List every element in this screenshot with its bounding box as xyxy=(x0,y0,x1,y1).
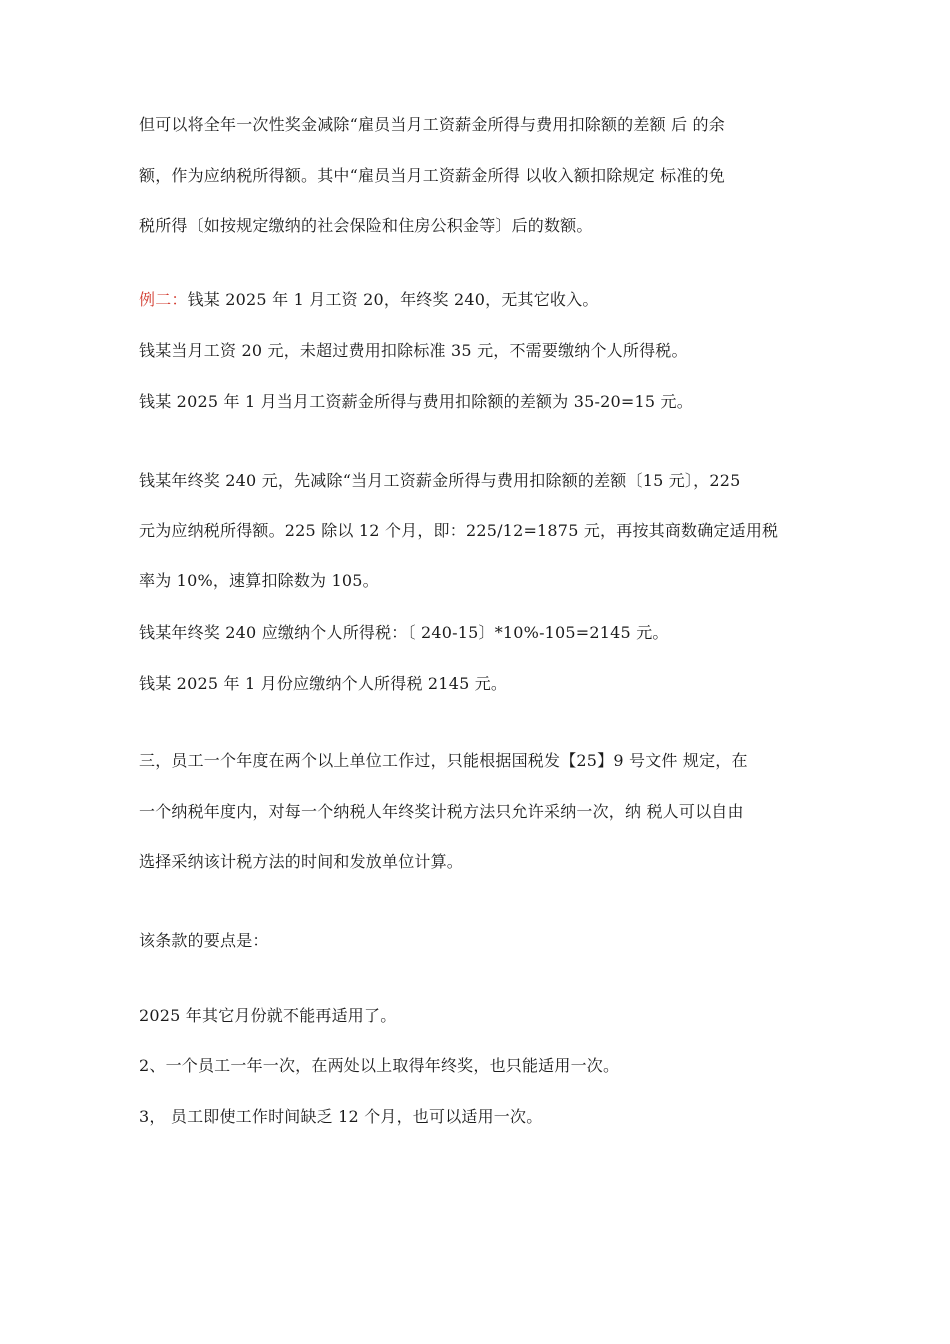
keypoints-heading: 该条款的要点是： xyxy=(139,931,269,950)
paragraph-1-line-2: 额，作为应纳税所得额。其中“雇员当月工资薪金所得 以收入额扣除规定 标准的免 xyxy=(139,166,725,185)
example-2-line-3: 钱某 2025 年 1 月当月工资薪金所得与费用扣除额的差额为 35-20=15 元。 xyxy=(139,392,693,411)
paragraph-1-line-1: 但可以将全年一次性奖金减除“雇员当月工资薪金所得与费用扣除额的差额 后 的余 xyxy=(139,115,725,134)
section-3-line-1: 三，员工一个年度在两个以上单位工作过，只能根据国税发【25】9 号文件 规定，在 xyxy=(139,751,748,770)
keypoint-item-1: 2025 年其它月份就不能再适用了。 xyxy=(139,1006,397,1025)
example-2-line-1 xyxy=(139,289,829,311)
paragraph-2-line-5: 钱某 2025 年 1 月份应缴纳个人所得税 2145 元。 xyxy=(139,674,508,693)
paragraph-2-line-3: 率为 10%，速算扣除数为 105。 xyxy=(139,571,379,590)
paragraph-2-line-2: 元为应纳税所得额。225 除以 12 个月，即：225/12=1875 元，再按其商数确定适用税 xyxy=(139,521,779,540)
example-2-line-2: 钱某当月工资 20 元，未超过费用扣除标准 35 元，不需要缴纳个人所得税。 xyxy=(139,341,688,360)
paragraph-1-line-3: 税所得〔如按规定缴纳的社会保险和住房公积金等〕后的数额。 xyxy=(139,216,593,235)
section-3-line-3: 选择采纳该计税方法的时间和发放单位计算。 xyxy=(139,852,464,871)
paragraph-2-line-4: 钱某年终奖 240 应缴纳个人所得税：〔 240-15〕*10%-105=2145 元。 xyxy=(139,623,669,642)
section-3-line-2: 一个纳税年度内，对每一个纳税人年终奖计税方法只允许采纳一次，纳 税人可以自由 xyxy=(139,802,744,821)
paragraph-2-line-1: 钱某年终奖 240 元，先减除“当月工资薪金所得与费用扣除额的差额〔15 元〕，225 xyxy=(139,471,741,490)
keypoint-item-3: 3， 员工即使工作时间缺乏 12 个月，也可以适用一次。 xyxy=(139,1107,543,1126)
keypoint-item-2: 2、一个员工一年一次，在两处以上取得年终奖，也只能适用一次。 xyxy=(139,1056,620,1075)
example-2-line-1-text: 钱某 2025 年 1 月工资 20，年终奖 240，无其它收入。 xyxy=(187,290,599,309)
example-2-label: 例二： xyxy=(139,290,188,309)
